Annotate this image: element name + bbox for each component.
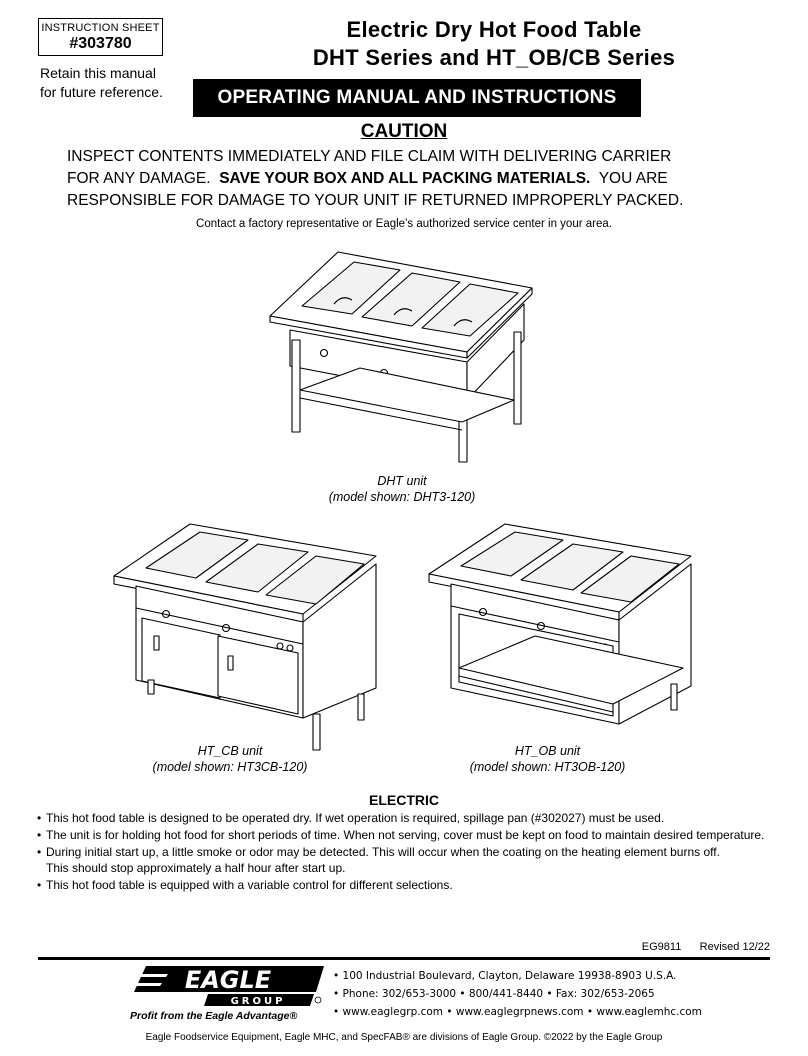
eagle-tagline: Profit from the Eagle Advantage®	[130, 1010, 298, 1022]
electric-bullet-list	[37, 810, 797, 894]
title-line1: Electric Dry Hot Food Table	[346, 17, 642, 42]
caution-heading	[0, 120, 808, 144]
logo-text: EAGLE	[184, 966, 272, 994]
retain-note	[40, 64, 175, 102]
ht-cb-caption	[120, 743, 340, 775]
ht-cb-caption-line2: (model shown: HT3CB-120)	[152, 760, 308, 774]
caution-line1: INSPECT CONTENTS IMMEDIATELY AND FILE CLAIM WITH DELIVERING CARRIER	[67, 148, 672, 165]
logo-group-text: GROUP	[230, 996, 286, 1007]
divisions-note: Eagle Foodservice Equipment, Eagle MHC, and SpecFAB® are divisions of Eagle Group. ©2022 by the Eagle Group	[145, 1032, 663, 1043]
caution-text	[67, 146, 767, 212]
list-item-continuation	[37, 860, 797, 877]
ht-ob-caption-line1: HT_OB unit	[514, 744, 581, 758]
title-line2: DHT Series and HT_OB/CB Series	[312, 45, 676, 70]
caution-line2-end: YOU ARE	[598, 170, 668, 187]
caution-line2	[67, 168, 767, 190]
instruction-sheet-box	[38, 18, 163, 56]
revision-date: Revised 12/22	[699, 941, 770, 953]
dht-unit-illustration	[262, 240, 542, 465]
retain-note-line1: Retain this manual	[40, 65, 156, 81]
electric-heading: ELECTRIC	[369, 792, 439, 808]
instruction-sheet-number: #303780	[69, 35, 132, 52]
ht-ob-caption	[445, 743, 650, 775]
phone-fax: • Phone: 302/653-3000 • 800/441-8440 • Fax: 302/653-2065	[333, 985, 773, 1003]
dht-caption-line2: (model shown: DHT3-120)	[328, 490, 476, 504]
footer-divider	[38, 957, 770, 960]
dht-caption-line1: DHT unit	[377, 474, 427, 488]
operating-manual-banner: OPERATING MANUAL AND INSTRUCTIONS	[193, 79, 641, 117]
list-item: • This hot food table is equipped with a variable control for different selections.	[37, 877, 797, 894]
ht-cb-unit-illustration	[108, 518, 383, 753]
list-item: • During initial start up, a little smoke or odor may be detected. This will occur when the coating on the heating element burns off.	[37, 844, 797, 861]
caution-line2-start: FOR ANY DAMAGE.	[67, 170, 211, 187]
dht-caption	[262, 473, 542, 505]
retain-note-line2: for future reference.	[40, 84, 163, 100]
list-item: • This hot food table is designed to be operated dry. If wet operation is required, spillage pan (#302027) must be used.	[37, 810, 797, 827]
eagle-group-logo	[128, 962, 328, 1012]
instruction-sheet-label: INSTRUCTION SHEET	[41, 22, 160, 34]
bullet-continuation-text: This should stop approximately a half hour after start up.	[46, 861, 346, 876]
contact-note: Contact a factory representative or Eagle’s authorized service center in your area.	[196, 218, 612, 230]
caution-line3: RESPONSIBLE FOR DAMAGE TO YOUR UNIT IF RETURNED IMPROPERLY PACKED.	[67, 192, 684, 209]
doc-revision	[590, 940, 770, 954]
ht-ob-unit-illustration	[425, 518, 697, 743]
address: • 100 Industrial Boulevard, Clayton, Delaware 19938-8903 U.S.A.	[333, 967, 773, 985]
ht-ob-caption-line2: (model shown: HT3OB-120)	[469, 760, 626, 774]
page-title	[188, 16, 800, 72]
caution-title: CAUTION	[360, 121, 448, 142]
contact-info	[333, 967, 773, 1021]
list-item: • The unit is for holding hot food for short periods of time. When not serving, cover must be kept on food to maintain desired temperature.	[37, 827, 797, 844]
doc-code: EG9811	[641, 941, 682, 953]
ht-cb-caption-line1: HT_CB unit	[197, 744, 263, 758]
websites: • www.eaglegrp.com • www.eaglegrpnews.com • www.eaglemhc.com	[333, 1003, 773, 1021]
caution-line2-bold: SAVE YOUR BOX AND ALL PACKING MATERIALS.	[219, 170, 591, 187]
